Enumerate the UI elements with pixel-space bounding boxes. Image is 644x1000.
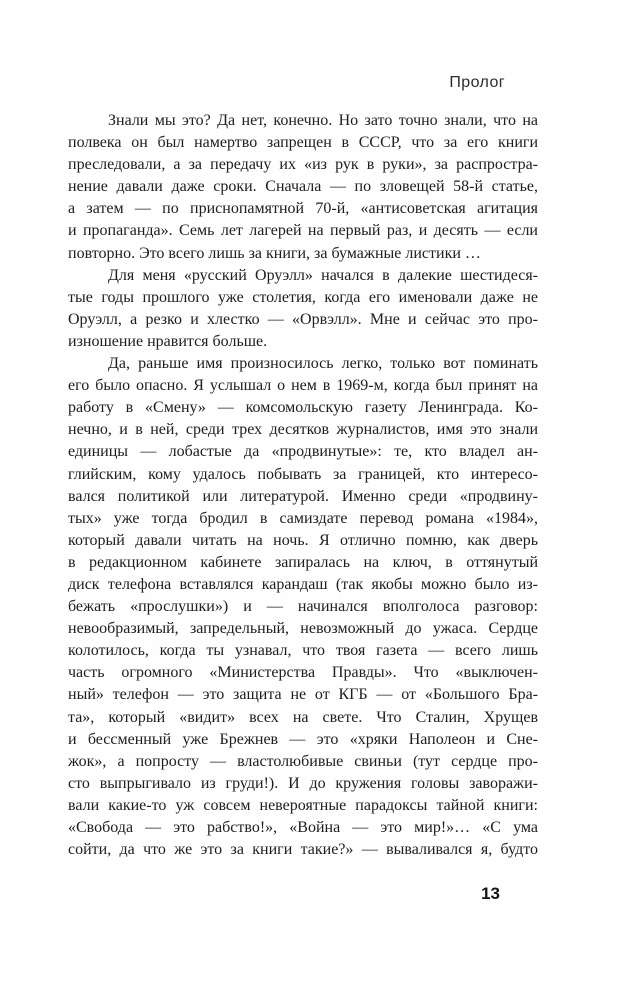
text-line: сойти, да что же это за книги такие?» — вываливался я, будто [68,841,538,859]
text-line: диск телефона вставлялся карандаш (так якобы можно было из- [68,575,538,593]
text-line: Оруэлл, а резко и хлестко — «Орвэлл». Мне и сейчас это про- [68,310,538,328]
text-line: вали какие-то уж совсем невероятные парадоксы тайной книги: [68,796,538,814]
text-line: сто выпрыгивало из груди!). И до кружения головы заворажи- [68,774,538,792]
text-line: и бессменный уже Брежнев — это «хряки Наполеон и Сне- [68,730,538,748]
text-line: в редакционном кабинете запиралась на ключ, в оттянутый [68,553,538,571]
text-line: тых» уже тогда бродил в самиздате перевод романа «1984», [68,509,538,527]
text-line: часть огромного «Министерства Правды». Что «выключен- [68,664,538,682]
body-text [68,110,538,861]
text-line: его было опасно. Я услышал о нем в 1969-м, когда был принят на [68,377,538,395]
text-line: изношение нравится больше. [68,332,268,350]
text-line: повторно. Это всего лишь за книги, за бумажные листики … [68,244,481,262]
text-line: вался политикой или литературой. Именно среди «продвину- [68,487,538,505]
text-line: тые годы прошлого уже столетия, когда его именовали даже не [68,288,538,306]
page-number: 13 [481,884,500,903]
running-head: Пролог [449,74,505,91]
text-line: та», который «видит» всех на свете. Что Сталин, Хрущев [68,708,538,726]
text-line: который давали читать на ночь. Я отлично помню, как дверь [68,531,538,549]
text-line: и пропаганда». Семь лет лагерей на первый раз, и десять — если [68,222,538,240]
text-line: нение давали даже сроки. Сначала — по зловещей 58-й статье, [68,178,538,196]
text-line: глийским, кому удалось побывать за границей, кто интересо- [68,465,538,483]
text-line: нечно, и в ней, среди трех десятков журналистов, имя это знали [68,421,538,439]
text-line: ный» телефон — это защита не от КГБ — от «Большого Бра- [68,686,538,704]
text-line: жок», а попросту — властолюбивые свиньи (тут сердце про- [68,752,538,770]
text-line: преследовали, а за передачу их «из рук в руки», за распростра- [68,156,538,174]
text-line: полвека он был намертво запрещен в СССР, что за его книги [68,134,538,152]
paragraph [68,110,538,265]
text-line: Для меня «русский Оруэлл» начался в далекие шестидеся- [108,266,538,284]
text-line: колотилось, когда ты узнавал, что твоя газета — всего лишь [68,642,538,660]
text-line: а затем — по приснопамятной 70-й, «антисоветская агитация [68,200,538,218]
text-line: единицы — лобастые да «продвинутые»: те, кто владел ан- [68,443,538,461]
text-line: невообразимый, запредельный, невозможный до ужаса. Сердце [68,620,538,638]
text-line: Да, раньше имя произносилось легко, только вот поминать [108,355,538,373]
paragraph [68,265,538,353]
text-line: Знали мы это? Да нет, конечно. Но зато точно знали, что на [108,112,538,129]
text-line: «Свобода — это рабство!», «Война — это мир!»… «С ума [68,819,538,836]
text-line: бежать «прослушки») и — начинался вполголоса разговор: [68,598,538,616]
paragraph [68,353,538,861]
text-line: работу в «Смену» — комсомольскую газету Ленинграда. Ко- [68,399,538,417]
